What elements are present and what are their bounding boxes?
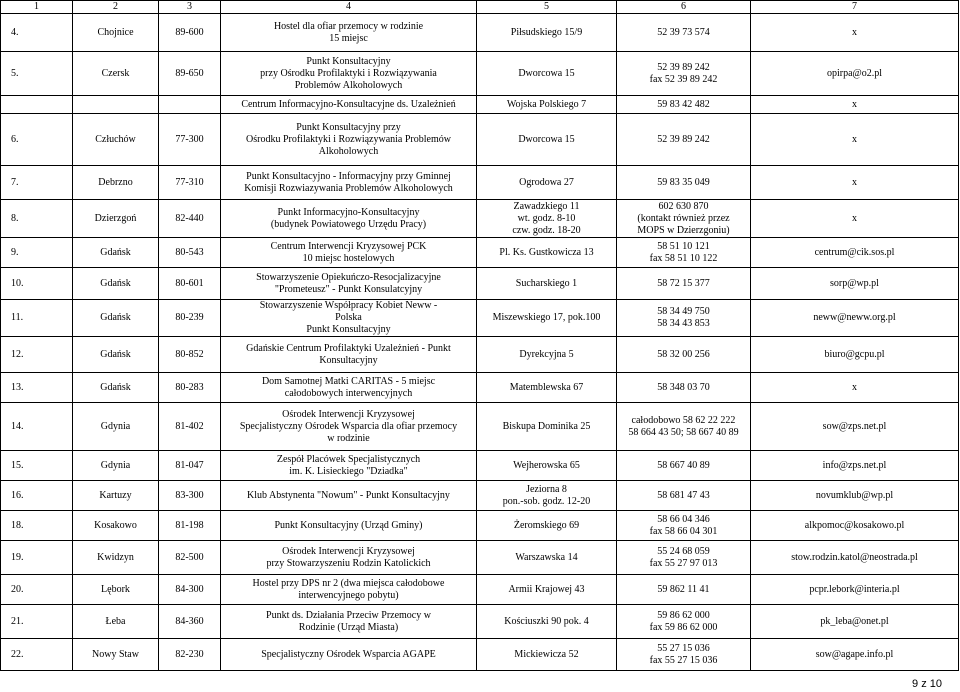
table-row [1,337,959,373]
postal-code: 80-852 [159,337,221,373]
postal-code [159,96,221,114]
email-address [751,200,959,238]
addr-line: Matemblewska 67 [509,381,584,393]
column-number: 4 [221,1,477,14]
email-line: sow@agape.info.pl [815,648,894,660]
table-row [1,238,959,268]
email-line: x [852,381,857,393]
city-name: Człuchów [73,114,159,166]
phone-line: 58 34 49 750 [657,306,710,317]
institution-name [221,481,477,511]
phone-numbers [617,268,751,300]
address [477,52,617,96]
city-name: Gdańsk [73,268,159,300]
institution-name [221,238,477,268]
table-row [1,114,959,166]
column-number: 7 [751,1,959,14]
phone-line: 58 348 03 70 [657,381,710,393]
row-number: 12. [1,337,73,373]
phone-numbers [617,373,751,403]
city-name: Gdańsk [73,373,159,403]
institution-name [221,373,477,403]
phone-line: 52 39 89 242 [657,133,710,145]
row-number: 16. [1,481,73,511]
name-line: 15 miejsc [329,32,368,44]
email-line: x [852,212,857,224]
postal-code: 84-360 [159,605,221,639]
row-number: 5. [1,52,73,96]
phone-line: fax 58 51 10 122 [649,252,718,264]
row-number: 19. [1,541,73,575]
city-name: Kwidzyn [73,541,159,575]
table-row [1,52,959,96]
row-number: 18. [1,511,73,541]
table-row [1,96,959,114]
name-line: w rodzinie [327,432,370,444]
phone-line: fax 58 66 04 301 [649,525,718,537]
phone-line: 59 83 35 049 [657,176,710,188]
phone-line: fax 59 86 62 000 [649,621,718,633]
row-number: 7. [1,166,73,200]
email-line: pk_leba@onet.pl [820,615,889,627]
phone-line: 58 66 04 346 [657,513,710,525]
institution-name [221,575,477,605]
address [477,605,617,639]
city-name: Łeba [73,605,159,639]
name-line: Ośrodku Profilaktyki i Rozwiązywania Problemów [246,133,451,145]
addr-line: Pl. Ks. Gustkowicza 13 [499,246,594,258]
phone-numbers [617,166,751,200]
email-line: stow.rodzin.katol@neostrada.pl [791,551,918,563]
table-body [1,1,959,671]
city-name: Nowy Staw [73,639,159,671]
email-address [751,166,959,200]
name-line: Centrum Informacyjno-Konsultacyjne ds. Uzależnień [241,98,456,110]
email-line: sorp@wp.pl [830,277,879,289]
table-row [1,639,959,671]
address [477,639,617,671]
addr-line: Wejherowska 65 [513,459,580,471]
city-name: Czersk [73,52,159,96]
institution-name [221,268,477,300]
city-name: Chojnice [73,14,159,52]
column-number: 3 [159,1,221,14]
phone-numbers [617,14,751,52]
table-row [1,481,959,511]
phone-numbers [617,541,751,575]
addr-line: Dyrekcyjna 5 [519,348,574,360]
postal-code: 80-239 [159,300,221,337]
phone-line: 59 83 42 482 [657,98,710,110]
email-address [751,403,959,451]
name-line: Punkt ds. Działania Przeciw Przemocy w [266,609,431,621]
address [477,300,617,337]
column-number: 2 [73,1,159,14]
table-row [1,511,959,541]
email-address [751,300,959,337]
email-address [751,373,959,403]
addr-line: Dworcowa 15 [518,133,575,145]
institution-name [221,200,477,238]
row-number: 10. [1,268,73,300]
email-address [751,52,959,96]
row-number: 14. [1,403,73,451]
phone-line: 58 664 43 50; 58 667 40 89 [628,426,739,438]
name-line: Alkoholowych [318,145,379,157]
addr-line: Zawadzkiego 11 [513,200,580,212]
addr-line: Miszewskiego 17, pok.100 [492,312,601,323]
city-name: Gdynia [73,403,159,451]
city-name: Debrzno [73,166,159,200]
name-line: 10 miejsc hostelowych [302,252,395,264]
email-line: pcpr.lebork@interia.pl [809,583,900,595]
name-line: Ośrodek Interwencji Kryzysowej [282,545,415,557]
institution-name [221,451,477,481]
address [477,451,617,481]
row-number: 6. [1,114,73,166]
city-name: Kartuzy [73,481,159,511]
addr-line: Sucharskiego 1 [515,277,578,289]
address [477,96,617,114]
addr-line: pon.-sob. godz. 12-20 [502,495,591,507]
addr-line: Piłsudskiego 15/9 [510,26,583,38]
table-row [1,300,959,337]
postal-code: 80-283 [159,373,221,403]
phone-line: fax 55 27 97 013 [649,557,718,569]
phone-numbers [617,575,751,605]
email-line: sow@zps.net.pl [822,420,887,432]
row-number: 9. [1,238,73,268]
table-row [1,373,959,403]
name-line: całodobowych interwencyjnych [284,387,413,399]
email-line: biuro@gcpu.pl [824,348,885,360]
postal-code: 81-402 [159,403,221,451]
name-line: Punkt Informacyjno-Konsultacyjny [277,206,420,218]
email-address [751,511,959,541]
phone-line: 55 27 15 036 [657,642,710,654]
table-row [1,605,959,639]
postal-code: 89-650 [159,52,221,96]
table-row [1,166,959,200]
table-row [1,14,959,52]
institution-name [221,605,477,639]
row-number [1,96,73,114]
city-name: Kosakowo [73,511,159,541]
name-line: Klub Abstynenta "Nowum" - Punkt Konsultacyjny [247,489,450,501]
institution-name [221,511,477,541]
addr-line: Dworcowa 15 [518,67,575,79]
email-line: x [852,98,857,110]
name-line: Stowarzyszenie Współpracy Kobiet Neww - [259,300,438,311]
row-number: 11. [1,300,73,337]
email-address [751,575,959,605]
phone-line: 59 86 62 000 [657,609,710,621]
column-number: 1 [1,1,73,14]
column-number: 6 [617,1,751,14]
name-line: Problemów Alkoholowych [294,79,403,91]
city-name: Lębork [73,575,159,605]
phone-line: całodobowo 58 62 22 222 [631,414,736,426]
phone-numbers [617,96,751,114]
phone-line: 602 630 870 [658,200,709,212]
city-name: Dzierzgoń [73,200,159,238]
city-name: Gdynia [73,451,159,481]
name-line: Stowarzyszenie Opiekuńczo-Resocjalizacyjne [256,271,441,283]
phone-line: MOPS w Dzierzgoniu) [637,224,730,236]
addr-line: Jeziorna 8 [526,483,567,495]
email-line: info@zps.net.pl [822,459,887,471]
name-line: Konsultacyjny [319,354,378,366]
phone-line: (kontakt również przez [637,212,730,224]
city-name: Gdańsk [73,300,159,337]
address [477,166,617,200]
name-line: Polska [335,312,362,323]
column-number-header-row [1,1,959,14]
city-name: Gdańsk [73,238,159,268]
phone-numbers [617,52,751,96]
email-line: x [852,176,857,188]
name-line: Centrum Interwencji Kryzysowej PCK [270,240,427,252]
address [477,575,617,605]
table-row [1,200,959,238]
institution-name [221,639,477,671]
name-line: Punkt Konsultacyjny [306,324,391,335]
institution-name [221,541,477,575]
institution-name [221,96,477,114]
city-name [73,96,159,114]
table-row [1,451,959,481]
table-row [1,575,959,605]
address [477,238,617,268]
addr-line: Wojska Polskiego 7 [506,98,587,110]
postal-code: 89-600 [159,14,221,52]
phone-line: 58 667 40 89 [657,459,710,471]
institution-name [221,52,477,96]
phone-numbers [617,114,751,166]
postal-code: 83-300 [159,481,221,511]
institution-name [221,166,477,200]
postal-code: 77-310 [159,166,221,200]
address [477,481,617,511]
phone-numbers [617,481,751,511]
email-line: x [852,26,857,38]
addr-line: Kościuszki 90 pok. 4 [504,615,589,627]
name-line: Hostel przy DPS nr 2 (dwa miejsca całodobowe [252,577,445,589]
phone-line: 59 862 11 41 [657,583,710,595]
table-row [1,403,959,451]
postal-code: 77-300 [159,114,221,166]
address [477,268,617,300]
email-address [751,639,959,671]
postal-code: 81-047 [159,451,221,481]
email-address [751,14,959,52]
row-number: 15. [1,451,73,481]
email-address [751,541,959,575]
name-line: im. K. Lisieckiego "Dziadka" [289,465,408,477]
phone-line: 52 39 73 574 [657,26,710,38]
name-line: Zespół Placówek Specjalistycznych [276,453,421,465]
email-address [751,238,959,268]
phone-numbers [617,337,751,373]
row-number: 21. [1,605,73,639]
row-number: 13. [1,373,73,403]
phone-numbers [617,238,751,268]
email-address [751,451,959,481]
email-address [751,481,959,511]
city-name: Gdańsk [73,337,159,373]
address [477,337,617,373]
name-line: Gdańskie Centrum Profilaktyki Uzależnień - Punkt [246,342,451,354]
name-line: Dom Samotnej Matki CARITAS - 5 miejsc [261,375,436,387]
phone-numbers [617,403,751,451]
postal-code: 84-300 [159,575,221,605]
page-number: 9 z 10 [912,678,942,690]
name-line: Hostel dla ofiar przemocy w rodzinie [273,20,424,32]
phone-line: 58 32 00 256 [657,348,710,360]
postal-code: 81-198 [159,511,221,541]
email-address [751,96,959,114]
phone-numbers [617,200,751,238]
addr-line: wt. godz. 8-10 [517,212,576,224]
postal-code: 80-543 [159,238,221,268]
name-line: (budynek Powiatowego Urzędu Pracy) [270,218,427,230]
email-line: x [852,133,857,145]
postal-code: 82-230 [159,639,221,671]
name-line: Rodzinie (Urząd Miasta) [298,621,399,633]
phone-numbers [617,639,751,671]
phone-line: fax 52 39 89 242 [649,73,718,85]
name-line: Specjalistyczny Ośrodek Wsparcia AGAPE [261,648,436,660]
name-line: Punkt Konsultacyjny przy [296,121,401,133]
address [477,403,617,451]
institution-name [221,337,477,373]
address [477,511,617,541]
phone-line: 55 24 68 059 [657,545,710,557]
name-line: przy Ośrodku Profilaktyki i Rozwiązywania [260,67,437,79]
phone-numbers [617,300,751,337]
name-line: Punkt Konsultacyjny [306,55,391,67]
table-row [1,541,959,575]
phone-line: 58 72 15 377 [657,277,710,289]
column-number: 5 [477,1,617,14]
email-line: neww@neww.org.pl [813,312,896,323]
institution-name [221,403,477,451]
email-address [751,605,959,639]
address [477,14,617,52]
email-line: novumklub@wp.pl [815,489,894,501]
name-line: interwencyjnego pobytu) [298,589,399,601]
institution-name [221,300,477,337]
addr-line: Mickiewicza 52 [514,648,579,660]
addr-line: Żeromskiego 69 [513,519,580,531]
postal-code: 82-440 [159,200,221,238]
postal-code: 82-500 [159,541,221,575]
row-number: 22. [1,639,73,671]
address [477,114,617,166]
addr-line: Ogrodowa 27 [519,176,574,188]
name-line: Punkt Konsultacyjny (Urząd Gminy) [274,519,423,531]
phone-line: 58 681 47 43 [657,489,710,501]
phone-line: 58 51 10 121 [657,240,710,252]
address [477,541,617,575]
postal-code: 80-601 [159,268,221,300]
row-number: 8. [1,200,73,238]
phone-line: 58 34 43 853 [657,318,710,329]
phone-line: 52 39 89 242 [657,61,710,73]
email-address [751,114,959,166]
phone-numbers [617,511,751,541]
email-address [751,268,959,300]
institution-name [221,114,477,166]
name-line: "Prometeusz" - Punkt Konsulatcyjny [274,283,423,295]
address [477,373,617,403]
name-line: przy Stowarzyszeniu Rodzin Katolickich [266,557,431,569]
name-line: Punkt Konsultacyjno - Informacyjny przy Gminnej [246,170,451,182]
email-address [751,337,959,373]
addr-line: Warszawska 14 [515,551,578,563]
addr-line: Armii Krajowej 43 [508,583,585,595]
phone-numbers [617,451,751,481]
email-line: centrum@cik.sos.pl [814,246,895,258]
addr-line: czw. godz. 18-20 [512,224,581,236]
phone-line: fax 55 27 15 036 [649,654,718,666]
name-line: Ośrodek Interwencji Kryzysowej [282,408,415,420]
table-row [1,268,959,300]
name-line: Specjalistyczny Ośrodek Wsparcia dla ofiar przemocy [239,420,458,432]
name-line: Komisji Rozwiazywania Problemów Alkoholowych [244,182,453,194]
addr-line: Biskupa Dominika 25 [502,420,591,432]
institution-name [221,14,477,52]
email-line: alkpomoc@kosakowo.pl [804,519,905,531]
row-number: 20. [1,575,73,605]
address [477,200,617,238]
phone-numbers [617,605,751,639]
row-number: 4. [1,14,73,52]
email-line: opirpa@o2.pl [826,67,883,79]
